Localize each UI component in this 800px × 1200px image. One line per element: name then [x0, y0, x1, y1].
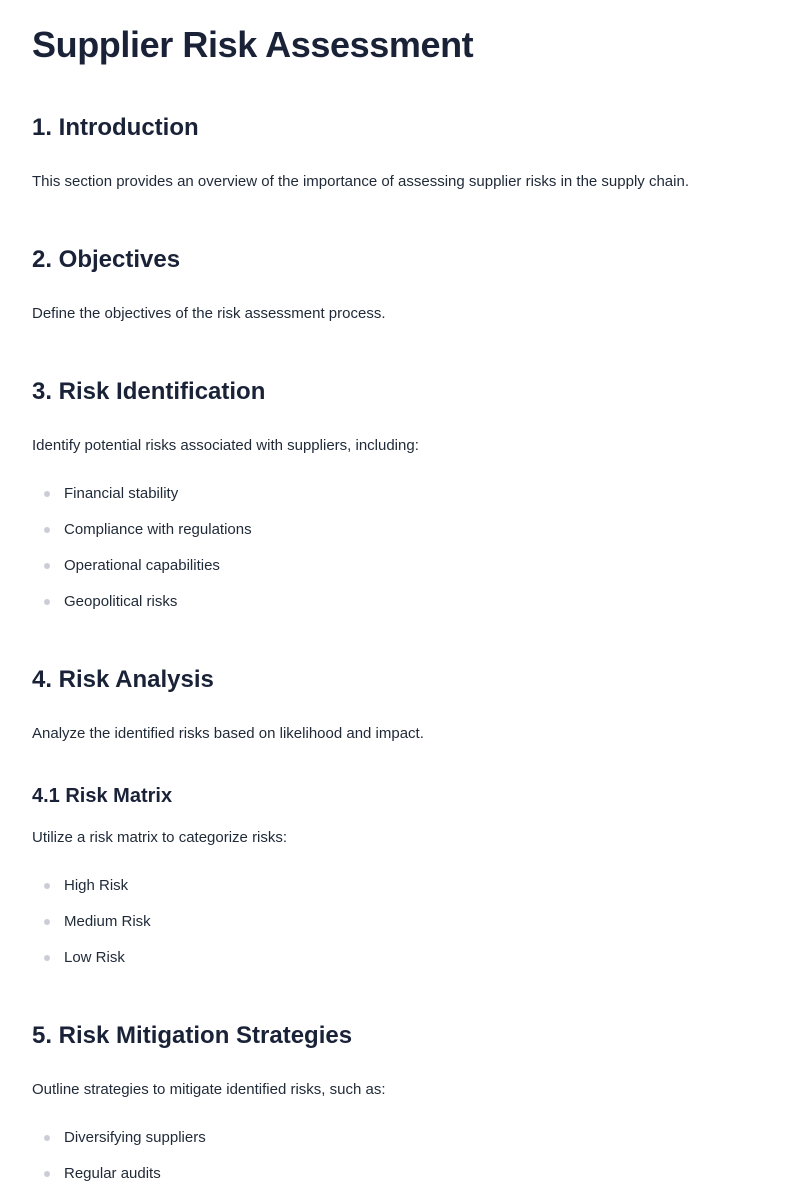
- list-item: Regular audits: [32, 1163, 206, 1199]
- list-item: Diversifying suppliers: [32, 1127, 206, 1163]
- list-item: Low Risk: [32, 947, 151, 983]
- section-heading-risk-analysis: 4. Risk Analysis: [32, 666, 214, 693]
- section-heading-risk-identification: 3. Risk Identification: [32, 378, 266, 405]
- section-heading-risk-mitigation: 5. Risk Mitigation Strategies: [32, 1022, 353, 1049]
- section-text-risk-identification: Identify potential risks associated with suppliers, including:: [32, 437, 419, 454]
- section-heading-objectives: 2. Objectives: [32, 246, 181, 273]
- list-item: Compliance with regulations: [32, 519, 252, 555]
- risk-mitigation-list: [32, 1127, 206, 1199]
- list-item: High Risk: [32, 875, 151, 911]
- list-item: Operational capabilities: [32, 555, 252, 591]
- subsection-heading-risk-matrix: 4.1 Risk Matrix: [32, 785, 173, 807]
- page-title: Supplier Risk Assessment: [32, 24, 474, 65]
- section-text-risk-mitigation: Outline strategies to mitigate identified risks, such as:: [32, 1081, 386, 1098]
- subsection-text-risk-matrix: Utilize a risk matrix to categorize risks:: [32, 829, 288, 846]
- section-heading-introduction: 1. Introduction: [32, 114, 199, 141]
- risk-identification-list: [32, 483, 252, 627]
- risk-matrix-list: [32, 875, 151, 983]
- list-item: Financial stability: [32, 483, 252, 519]
- list-item: Medium Risk: [32, 911, 151, 947]
- section-text-objectives: Define the objectives of the risk assessment process.: [32, 305, 386, 322]
- list-item: Geopolitical risks: [32, 591, 252, 627]
- section-text-introduction: This section provides an overview of the importance of assessing supplier risks in the supply chain.: [32, 173, 689, 190]
- section-text-risk-analysis: Analyze the identified risks based on likelihood and impact.: [32, 725, 424, 742]
